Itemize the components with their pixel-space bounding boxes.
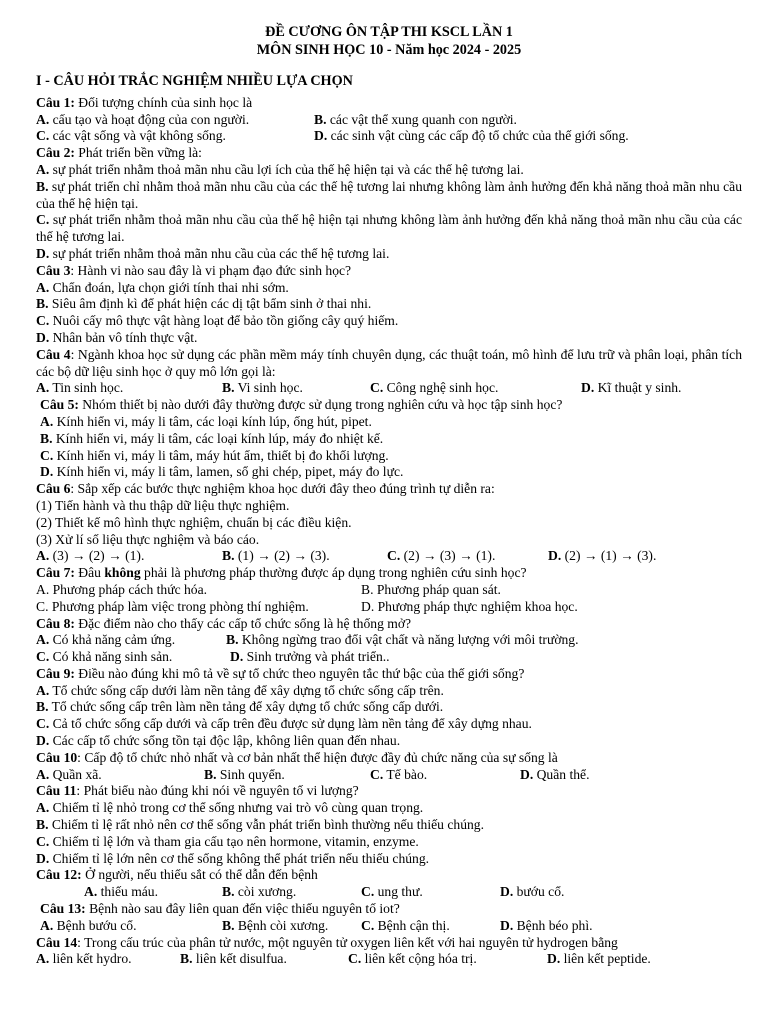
question-13: Câu 13: Bệnh nào sau đây liên quan đến việc thiếu nguyên tố iot?: [40, 901, 400, 917]
question-11-option-c: C. Chiếm tỉ lệ lớn và tham gia cấu tạo nên hormone, vitamin, enzyme.: [36, 833, 419, 849]
question-14: Câu 14: Trong cấu trúc của phân tử nước, một nguyên tử oxygen liên kết với hai nguyên tử hydrogen bằng: [36, 934, 618, 950]
document-title: ĐỀ CƯƠNG ÔN TẬP THI KSCL LẦN 1: [265, 24, 513, 40]
question-2: Câu 2: Phát triển bền vững là:: [36, 145, 202, 161]
question-2-option-b: B. sự phát triển chỉ nhằm thoả mãn nhu cầu của các thế hệ tương lai nhưng không làm ảnh hưởng đến khả năng thoả mãn nhu cầu của thế hệ hiện tại.: [36, 178, 743, 211]
question-11-option-a: A. Chiếm tỉ lệ nhỏ trong cơ thể sống nhưng vai trò vô cùng quan trọng.: [36, 800, 424, 816]
question-10: Câu 10: Cấp độ tổ chức nhỏ nhất và cơ bản nhất thể hiện được đầy đủ chức năng của sự sống là: [36, 749, 558, 765]
question-9-option-a: A. Tổ chức sống cấp dưới làm nền tảng để xây dựng tổ chức sống cấp trên.: [36, 682, 444, 698]
question-5-option-c: C. Kính hiển vi, máy li tâm, máy hút ẩm, thiết bị đo khối lượng.: [40, 447, 389, 463]
question-3: Câu 3: Hành vi nào sau đây là vi phạm đạo đức sinh học?: [36, 262, 352, 278]
question-6-step-1: (1) Tiến hành và thu thập dữ liệu thực nghiệm.: [36, 497, 290, 513]
question-9-option-b: B. Tổ chức sống cấp trên làm nền tảng để xây dựng tổ chức sống cấp dưới.: [36, 699, 444, 715]
question-9-option-c: C. Cả tổ chức sống cấp dưới và cấp trên đều được sử dụng làm nền tảng để xây dựng nhau.: [36, 716, 532, 732]
question-6-step-3: (3) Xử lí số liệu thực nghiệm và báo cáo.: [36, 531, 260, 547]
question-8-options-cd: C. Có khả năng sinh sản. D. Sinh trưởng và phát triển..: [36, 649, 390, 665]
question-11-option-d: D. Chiếm tỉ lệ lớn nên cơ thể sống không thể phát triển nếu thiếu chúng.: [36, 850, 430, 866]
question-6-options: A. (3) → (2) → (1). B. (1) → (2) → (3). C. (2) → (3) → (1). D. (2) → (1) → (3).: [36, 548, 657, 564]
question-5-option-a: A. Kính hiển vi, máy li tâm, các loại kính lúp, ống hút, pipet.: [40, 413, 372, 429]
question-4: Câu 4: Ngành khoa học sử dụng các phần mềm máy tính chuyên dụng, các thuật toán, mô hình để lưu trữ và phân loại, phân tích các bộ dữ liệu sinh học ở quy mô lớn gọi là:: [36, 346, 742, 379]
question-3-option-b: B. Siêu âm định kì để phát hiện các dị tật bẩm sinh ở thai nhi.: [36, 296, 372, 312]
question-6: Câu 6: Sắp xếp các bước thực nghiệm khoa học dưới đây theo đúng trình tự diễn ra:: [36, 481, 495, 497]
question-14-options: A. liên kết hydro. B. liên kết disulfua. C. liên kết cộng hóa trị. D. liên kết peptide.: [36, 951, 651, 967]
question-2-option-c: C. sự phát triển nhằm thoả mãn nhu cầu của thế hệ hiện tại nhưng không làm ảnh hưởng đến khả năng thoả mãn nhu cầu của các thế hệ tương lai.: [36, 212, 743, 245]
question-12-options: A. thiếu máu. B. còi xương. C. ung thư. D. bướu cổ.: [84, 884, 565, 900]
question-3-option-a: A. Chẩn đoán, lựa chọn giới tính thai nhi sớm.: [36, 279, 289, 295]
question-1: Câu 1: Đối tượng chính của sinh học là: [36, 94, 253, 110]
question-11: Câu 11: Phát biểu nào đúng khi nói về nguyên tố vi lượng?: [36, 783, 359, 799]
question-13-options: A. Bệnh bướu cổ. B. Bệnh còi xương. C. Bệnh cận thị. D. Bệnh béo phì.: [40, 917, 593, 933]
question-2-option-a: A. sự phát triển nhằm thoả mãn nhu cầu lợi ích của thế hệ hiện tại và các thế hệ tương lai.: [36, 161, 524, 177]
question-8-options-ab: A. Có khả năng cảm ứng. B. Không ngừng trao đổi vật chất và năng lượng với môi trường.: [36, 632, 579, 648]
question-5: Câu 5: Nhóm thiết bị nào dưới đây thường được sử dụng trong nghiên cứu và học tập sinh học?: [40, 397, 563, 413]
question-3-option-c: C. Nuôi cấy mô thực vật hàng loạt để bảo tồn giống cây quý hiếm.: [36, 313, 399, 329]
question-8: Câu 8: Đặc điểm nào cho thấy các cấp tổ chức sống là hệ thống mở?: [36, 615, 412, 631]
document-page: [36, 24, 742, 968]
section-title: I - CÂU HỎI TRẮC NGHIỆM NHIỀU LỰA CHỌN: [36, 73, 353, 89]
question-12: Câu 12: Ở người, nếu thiếu sắt có thể dẫn đến bệnh: [36, 867, 318, 883]
question-1-options-cd: C. các vật sống và vật không sống. D. các sinh vật cùng các cấp độ tổ chức của thế giới sống.: [36, 128, 629, 144]
question-4-options: A. Tin sinh học. B. Vi sinh học. C. Công nghệ sinh học. D. Kĩ thuật y sinh.: [36, 380, 682, 396]
question-2-option-d: D. sự phát triển nhằm thoả mãn nhu cầu của các thế hệ tương lai.: [36, 245, 390, 261]
question-7-options-ab: A. Phương pháp cách thức hóa. B. Phương pháp quan sát.: [36, 581, 501, 597]
question-11-option-b: B. Chiếm tỉ lệ rất nhỏ nên cơ thể sống vẫn phát triển bình thường nếu thiếu chúng.: [36, 817, 484, 833]
question-5-option-d: D. Kính hiển vi, máy li tâm, lamen, sổ ghi chép, pipet, máy đo lực.: [40, 464, 404, 480]
question-10-options: A. Quần xã. B. Sinh quyển. C. Tế bào. D. Quần thể.: [36, 766, 590, 782]
question-3-option-d: D. Nhân bản vô tính thực vật.: [36, 329, 198, 345]
question-7-options-cd: C. Phương pháp làm việc trong phòng thí nghiệm. D. Phương pháp thực nghiệm khoa học.: [36, 598, 578, 614]
question-9-option-d: D. Các cấp tổ chức sống tồn tại độc lập, không liên quan đến nhau.: [36, 733, 401, 749]
question-6-step-2: (2) Thiết kế mô hình thực nghiệm, chuẩn bị các điều kiện.: [36, 514, 352, 530]
question-5-option-b: B. Kính hiển vi, máy li tâm, các loại kính lúp, máy đo nhiệt kế.: [40, 430, 384, 446]
question-9: Câu 9: Điều nào đúng khi mô tả về sự tổ chức theo nguyên tắc thứ bậc của thế giới sống?: [36, 665, 525, 681]
question-7: Câu 7: Đâu không phải là phương pháp thường được áp dụng trong nghiên cứu sinh học?: [36, 565, 527, 581]
document-subtitle: MÔN SINH HỌC 10 - Năm học 2024 - 2025: [256, 41, 522, 58]
question-1-options-ab: A. cấu tạo và hoạt động của con người. B. các vật thể xung quanh con người.: [36, 111, 517, 127]
